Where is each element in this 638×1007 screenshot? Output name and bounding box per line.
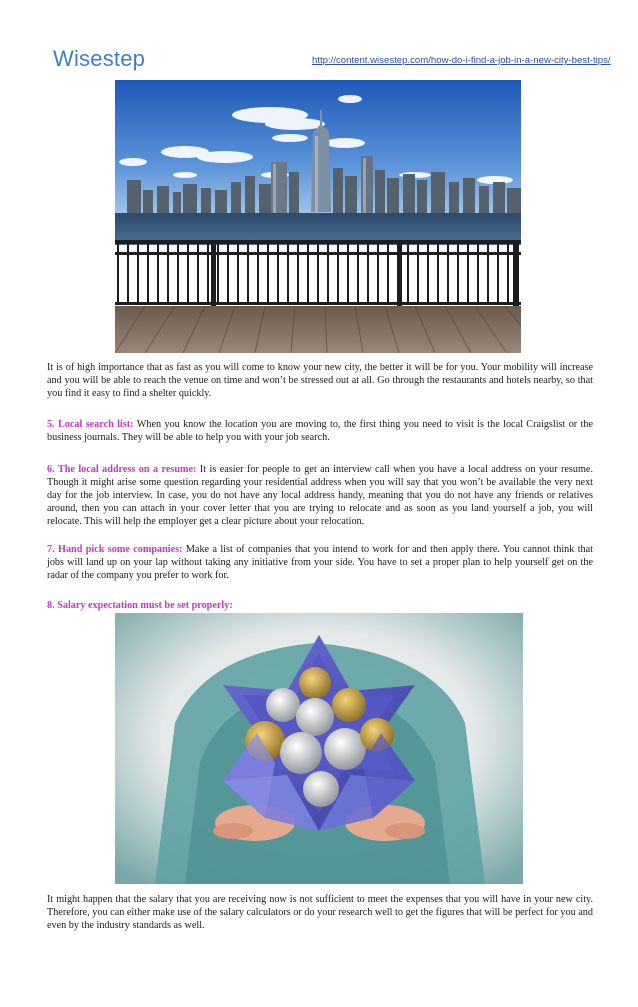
city-skyline-image [115, 80, 521, 353]
section-5-paragraph [47, 418, 593, 444]
section-7-heading: 7. Hand pick some companies: [47, 544, 183, 555]
section-5-heading: 5. Local search list: [47, 419, 134, 430]
page-header [0, 0, 638, 80]
outro-paragraph: It might happen that the salary that you are receiving now is not sufficient to meet the expenses that you will have in your new city. Therefore, you can either make use of the salary calculators or do your research well to get the figures that will be perfect for you and even by the industry standards as well. [47, 894, 593, 932]
section-6-body: It is easier for people to get an interview call when you have a local address on your resume. Though it might arise some question regarding your residential address when you will say that you won’t be available the very next day for the job interview. In case, you do not have any local address handy, meaning that you do not have any friends or relatives around, then you can attach in your cover letter that you are trying to relocate and as soon as you land yourself a job, you will relocate. This will help the employer get a clear picture about your relocation. [47, 464, 593, 528]
section-6-heading: 6. The local address on a resume: [47, 464, 197, 475]
intro-paragraph: It is of high importance that as fast as you will come to know your new city, the better it will be for you. Your mobility will increase and you will be able to reach the venue on time and won’t be stressed out at all. Go through the restaurants and hotels nearby, so that you find it easy to find a shelter quickly. [47, 362, 593, 400]
section-5-body: When you know the location you are moving to, the first thing you need to visit is the local Craigslist or the business journals. They will be able to help you with your job search. [47, 419, 593, 444]
source-url-link[interactable]: http://content.wisestep.com/how-do-i-find-a-job-in-a-new-city-best-tips/ [312, 55, 611, 66]
section-8-paragraph [47, 599, 593, 612]
section-7-paragraph [47, 543, 593, 582]
section-6-paragraph [47, 463, 593, 528]
city-skyline-photo [115, 80, 521, 353]
section-7-body: Make a list of companies that you intend to work for and then apply there. You cannot think that jobs will land up on your lap without taking any initiative from your side. You have to set a proper plan to help yourself get on the radar of the company you prefer to work for. [47, 544, 593, 582]
coins-image [115, 613, 523, 884]
coins-in-star-box-photo [115, 613, 523, 884]
section-8-heading: 8. Salary expectation must be set properly: [47, 600, 233, 611]
brand-logo-text: Wisestep [53, 46, 146, 71]
